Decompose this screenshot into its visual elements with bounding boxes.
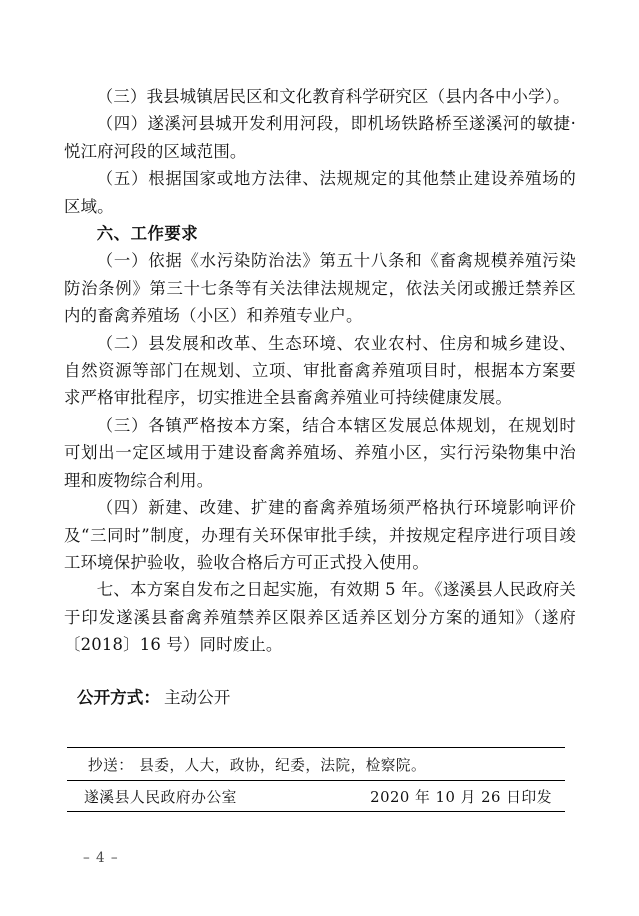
footer-bottom-divider [67, 811, 565, 812]
page-number: – 4 – [83, 850, 119, 866]
paragraph-item-3: （三）我县城镇居民区和文化教育科学研究区（县内各中小学）。 [96, 87, 570, 106]
section-heading-6: 六、工作要求 [96, 224, 199, 244]
copy-to-value: 县委，人大，政协，纪委，法院，检察院。 [139, 756, 427, 774]
paragraph-req-1: （一）依据《水污染防治法》第五十八条和《畜禽规模养殖污染防治条例》第三十七条等有关法律法规规定，依法关闭或搬迁禁养区内的畜禽养殖场（小区）和养殖专业户。 [64, 251, 576, 326]
paragraph-req-2: （二）县发展和改革、生态环境、农业农村、住房和城乡建设、自然资源等部门在规划、立项、审批畜禽养殖项目时，根据本方案要求严格审批程序，切实推进全县畜禽养殖业可持续健康发展。 [64, 333, 576, 408]
paragraph-item-4: （四）遂溪河县城开发利用河段，即机场铁路桥至遂溪河的敏捷·悦江府河段的区域范围。 [64, 114, 576, 161]
disclosure-line [77, 687, 230, 709]
document-footer [67, 747, 565, 812]
disclosure-value: 主动公开 [163, 688, 231, 707]
print-date: 2020 年 10 月 26 日印发 [370, 788, 552, 806]
copy-to-label: 抄送： [88, 756, 134, 774]
copy-to-row [67, 748, 565, 780]
paragraph-req-3: （三）各镇严格按本方案，结合本辖区发展总体规划，在规划时可划出一定区域用于建设畜禽养殖场、养殖小区，实行污染物集中治理和废物综合利用。 [64, 415, 576, 490]
paragraph-item-5: （五）根据国家或地方法律、法规规定的其他禁止建设养殖场的区域。 [64, 169, 576, 216]
issue-row [67, 781, 565, 811]
issuing-office: 遂溪县人民政府办公室 [84, 788, 237, 806]
paragraph-req-4: （四）新建、改建、扩建的畜禽养殖场须严格执行环境影响评价及“三同时”制度，办理有关环保审批手续，并按规定程序进行项目竣工环境保护验收，验收合格后方可正式投入使用。 [64, 498, 576, 572]
disclosure-label: 公开方式： [77, 688, 160, 707]
document-body [64, 83, 576, 659]
paragraph-section-7: 七、本方案自发布之日起实施，有效期 5 年。《遂溪县人民政府关于印发遂溪县畜禽养殖禁养区限养区适养区划分方案的通知》（遂府〔2018〕16 号）同时废止。 [64, 580, 576, 655]
